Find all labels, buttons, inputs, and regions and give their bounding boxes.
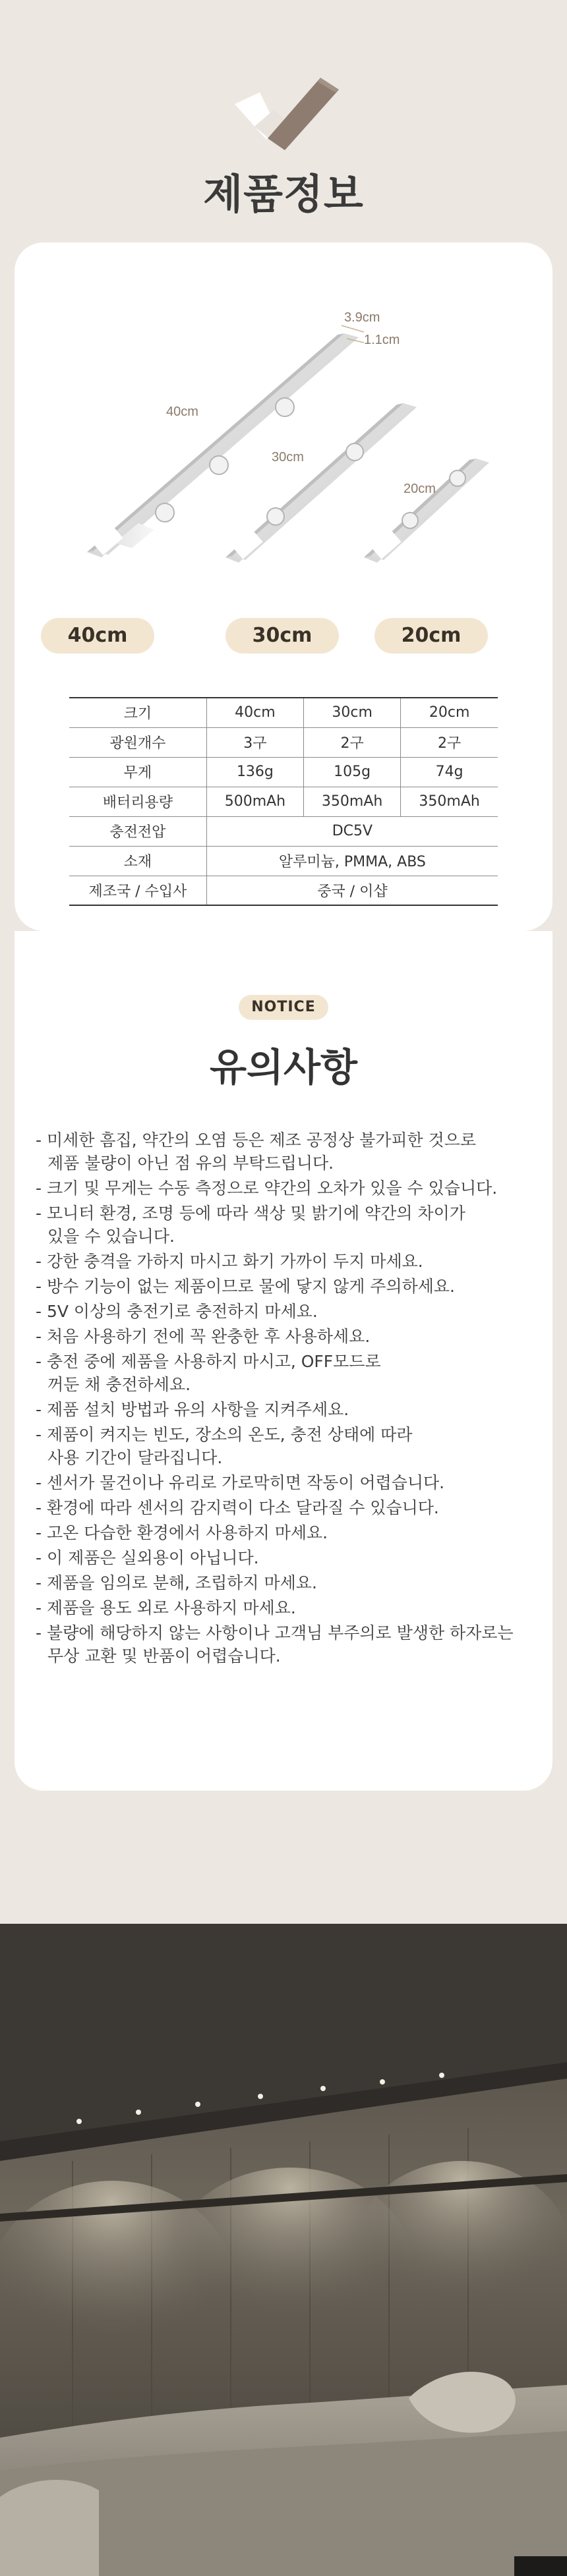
table-row	[69, 816, 498, 846]
list-item: - 제품이 켜지는 빈도, 장소의 온도, 충전 상태에 따라 사용 기간이 달라집니다.	[36, 1425, 413, 1467]
size-pill-20cm: 20cm	[374, 618, 488, 654]
list-item: - 환경에 따라 센서의 감지력이 다소 달라질 수 있습니다.	[36, 1498, 439, 1517]
notice-title: 유의사항	[209, 1045, 358, 1090]
size-pill-30cm: 30cm	[225, 618, 339, 654]
spec-label: 광원개수	[69, 727, 206, 757]
size-pill-40cm: 40cm	[41, 618, 154, 654]
length-30-label: 30cm	[272, 450, 304, 464]
table-row	[69, 846, 498, 876]
table-row	[69, 727, 498, 757]
list-item: - 크기 및 무게는 수동 측정으로 약간의 오차가 있을 수 있습니다.	[36, 1179, 498, 1198]
table-row	[69, 757, 498, 787]
table-row	[69, 876, 498, 905]
spec-value: DC5V	[206, 816, 498, 846]
spec-value: 2구	[304, 727, 401, 757]
list-item: - 강한 충격을 가하지 마시고 화기 가까이 두지 마세요.	[36, 1252, 423, 1271]
spec-label: 제조국 / 수입사	[69, 876, 206, 905]
spec-value: 105g	[304, 757, 401, 787]
spec-value: 알루미늄, PMMA, ABS	[206, 846, 498, 876]
spec-label: 소재	[69, 846, 206, 876]
spec-value: 74g	[401, 757, 498, 787]
spec-value: 350mAh	[304, 787, 401, 816]
notice-list	[36, 1129, 543, 1669]
spec-value: 3구	[206, 727, 303, 757]
list-item: - 불량에 해당하지 않는 사항이나 고객님 부주의로 발생한 하자로는 무상 교환 및 반품이 어렵습니다.	[36, 1623, 514, 1666]
length-20-label: 20cm	[403, 482, 436, 496]
living-room-photo	[0, 1924, 567, 2576]
dim-height-label: 1.1cm	[364, 333, 400, 347]
table-row	[69, 698, 498, 727]
spec-label: 충전전압	[69, 816, 206, 846]
notice-badge: NOTICE	[239, 995, 328, 1020]
dim-width-label: 3.9cm	[344, 310, 380, 325]
spec-value: 136g	[206, 757, 303, 787]
list-item: - 방수 기능이 없는 제품이므로 물에 닿지 않게 주의하세요.	[36, 1277, 455, 1296]
notice-card	[15, 931, 552, 1791]
spec-value: 40cm	[206, 698, 303, 727]
list-item: - 처음 사용하기 전에 꼭 완충한 후 사용하세요.	[36, 1327, 371, 1346]
list-item: - 제품 설치 방법과 유의 사항을 지켜주세요.	[36, 1400, 349, 1419]
list-item: - 충전 중에 제품을 사용하지 마시고, OFF모드로 꺼둔 채 충전하세요.	[36, 1352, 381, 1394]
list-item: - 센서가 물건이나 유리로 가로막히면 작동이 어렵습니다.	[36, 1473, 445, 1492]
spec-value: 중국 / 이샵	[206, 876, 498, 905]
list-item: - 제품을 임의로 분해, 조립하지 마세요.	[36, 1573, 317, 1592]
table-row	[69, 787, 498, 816]
spec-value: 20cm	[401, 698, 498, 727]
spec-label: 배터리용량	[69, 787, 206, 816]
list-item: - 이 제품은 실외용이 아닙니다.	[36, 1548, 259, 1567]
list-item: - 모니터 환경, 조명 등에 따라 색상 및 밝기에 약간의 차이가 있을 수 있습니다.	[36, 1204, 465, 1246]
check-mark-icon	[222, 66, 353, 158]
product-size-diagram	[54, 282, 516, 592]
spec-value: 30cm	[304, 698, 401, 727]
list-item: - 미세한 흠집, 약간의 오염 등은 제조 공정상 불가피한 것으로 제품 불량이 아닌 점 유의 부탁드립니다.	[36, 1131, 477, 1173]
spec-value: 500mAh	[206, 787, 303, 816]
spec-table	[69, 697, 498, 906]
light-bar-40cm	[87, 333, 359, 557]
length-40-label: 40cm	[166, 405, 198, 419]
spec-label: 무게	[69, 757, 206, 787]
list-item: - 5V 이상의 충전기로 충전하지 마세요.	[36, 1302, 318, 1321]
list-item: - 제품을 용도 외로 사용하지 마세요.	[36, 1598, 296, 1617]
spec-label: 크기	[69, 698, 206, 727]
product-spec-card	[15, 242, 552, 931]
list-item: - 고온 다습한 환경에서 사용하지 마세요.	[36, 1523, 328, 1542]
spec-value: 350mAh	[401, 787, 498, 816]
spec-value: 2구	[401, 727, 498, 757]
light-bar-20cm	[364, 459, 489, 563]
page-title: 제품정보	[203, 170, 364, 218]
